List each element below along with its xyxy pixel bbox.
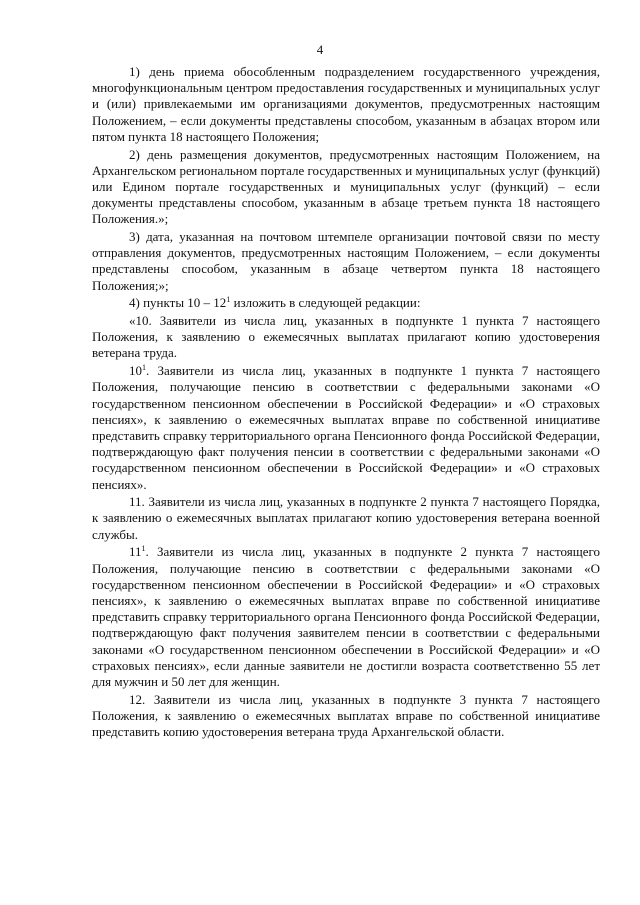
- document-body: [92, 64, 600, 742]
- superscript: 1: [141, 544, 146, 554]
- paragraph-item-2: [92, 147, 600, 228]
- paragraph-text: 4) пункты 10 – 12: [129, 295, 227, 311]
- paragraph-point-11: [92, 494, 600, 543]
- paragraph-text: 2) день размещения документов, предусмотренных настоящим Положением, на Архангельском региональном портале государственных и муниципальных услуг (функций) или Едином портале государственных и муниципальных услуг (функций) – если документы представлены способом, указанным в абзаце третьем пункта 18 настоящего Положения.»;: [92, 146, 600, 227]
- paragraph-point-12: [92, 692, 600, 741]
- paragraph-point-11-1: [92, 544, 600, 690]
- paragraph-text-cont: . Заявители из числа лиц, указанных в подпункте 1 пункта 7 настоящего Положения, получающие пенсию в соответствии с федеральными законами «О государственном пенсионном обеспечении в Российской Федерации» и «О страховых пенсиях», к заявлению о ежемесячных выплатах вправе по собственной инициативе представить справку территориального органа Пенсионного фонда Российской Федерации, подтверждающую факт получения пенсии в соответствии с федеральными законами «О государственном пенсионном обеспечении в Российской Федерации» и «О страховых пенсиях».: [92, 363, 600, 492]
- superscript: 1: [142, 363, 146, 373]
- paragraph-item-4: [92, 295, 600, 311]
- paragraph-text: «10. Заявители из числа лиц, указанных в подпункте 1 пункта 7 настоящего Положения, к заявлению о ежемесячных выплатах прилагают копию удостоверения ветерана труда.: [92, 313, 600, 361]
- paragraph-text: 10: [129, 363, 142, 379]
- paragraph-item-1: [92, 64, 600, 145]
- paragraph-point-10: [92, 313, 600, 362]
- paragraph-point-10-1: [92, 363, 600, 493]
- paragraph-text-cont: . Заявители из числа лиц, указанных в подпункте 2 пункта 7 настоящего Положения, получающие пенсию в соответствии с федеральными законами «О государственном пенсионном обеспечении в Российской Федерации» и «О страховых пенсиях», к заявлению о ежемесячных выплатах вправе по собственной инициативе представить справку территориального органа Пенсионного фонда Российской Федерации, подтверждающую факт получения заявителем пенсии в соответствии с федеральными законами «О государственном пенсионном обеспечении в Российской Федерации» и «О страховых пенсиях», если данные заявители не достигли возраста соответственно 55 лет для мужчин и 50 лет для женщин.: [92, 544, 600, 690]
- paragraph-text: 1) день приема обособленным подразделением государственного учреждения, многофункциональным центром предоставления государственных и муниципальных услуг и (или) привлекаемыми им организациями документов, предусмотренных настоящим Положением, – если документы представлены способом, указанным в абзацах втором или пятом пункта 18 настоящего Положения;: [92, 64, 600, 144]
- paragraph-text: 12. Заявители из числа лиц, указанных в подпункте 3 пункта 7 настоящего Положения, к заявлению о ежемесячных выплатах вправе по собственной инициативе представить копию удостоверения ветерана труда Архангельской области.: [92, 691, 600, 740]
- paragraph-item-3: [92, 229, 600, 294]
- page-number: 4: [316, 42, 324, 57]
- paragraph-text: 3) дата, указанная на почтовом штемпеле организации почтовой связи по месту отправления документов, предусмотренных настоящим Положением, – если документы представлены способом, указанным в абзаце четвертом пункта 18 настоящего Положения;»;: [92, 229, 600, 293]
- paragraph-text-cont: изложить в следующей редакции:: [230, 295, 421, 311]
- superscript: 1: [226, 295, 231, 305]
- paragraph-text: 11: [129, 544, 142, 560]
- paragraph-text: 11. Заявители из числа лиц, указанных в подпункте 2 пункта 7 настоящего Порядка, к заявлению о ежемесячных выплатах прилагают копию удостоверения ветерана военной службы.: [92, 494, 600, 542]
